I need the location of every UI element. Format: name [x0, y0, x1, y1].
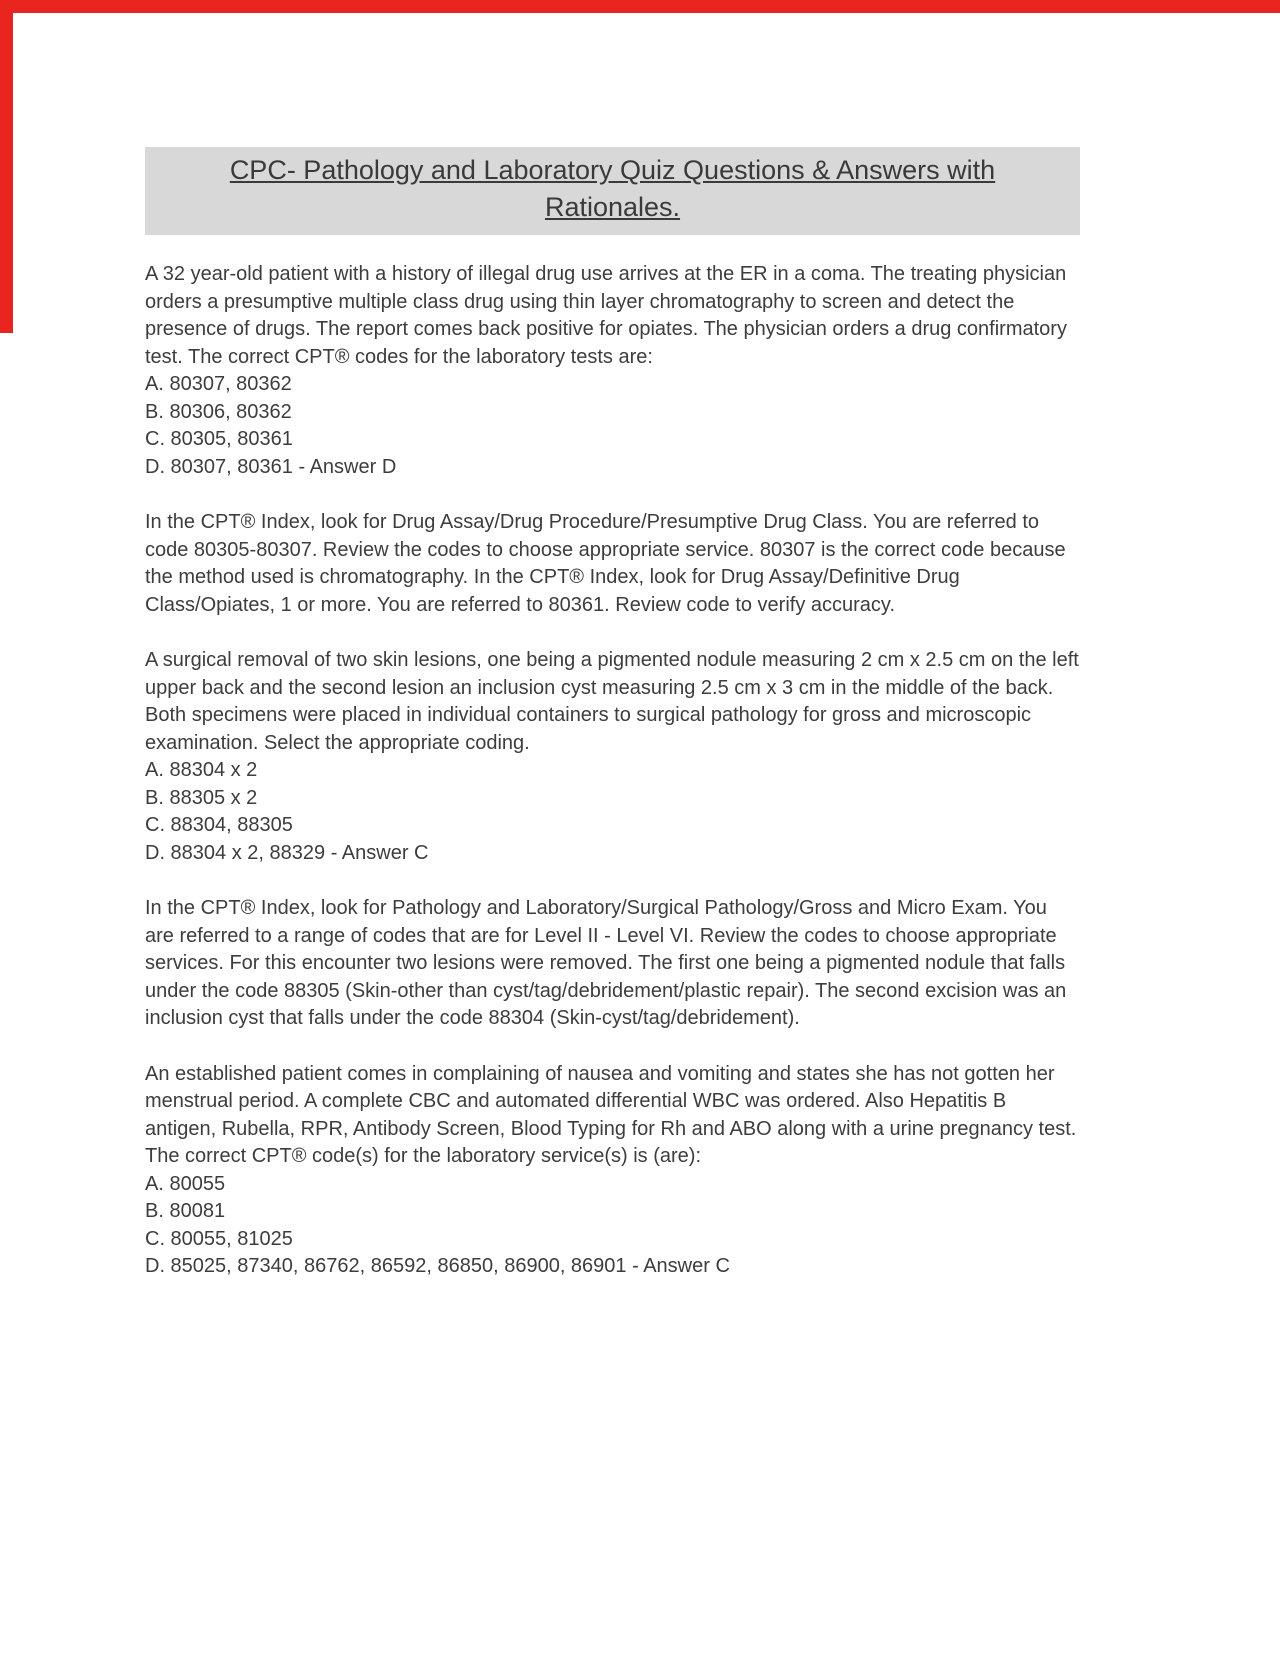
answer-option-b: B. 80081	[145, 1200, 226, 1222]
page-edge-left-bar	[0, 0, 13, 333]
document-content	[145, 147, 1080, 1309]
answer-option-d: D. 88304 x 2, 88329 - Answer C	[145, 841, 429, 864]
answer-option-a: A. 80055	[145, 1172, 226, 1195]
rationale-text: In the CPT® Index, look for Pathology and Laboratory/Surgical Pathology/Gross and Micro Exam. You are referred to a range of codes that are for Level II - Level VI. Review the codes to choose appropriate services. For this encounter two lesions were removed. The first one being a pigmented nodule that falls under the code 88305 (Skin-other than cyst/tag/debridement/plastic repair). The second excision was an inclusion cyst that falls under the code 88304 (Skin-cyst/tag/debridement).	[145, 897, 1067, 1029]
answer-option-c: C. 80305, 80361	[145, 428, 293, 450]
answer-option-d: D. 85025, 87340, 86762, 86592, 86850, 86900, 86901 - Answer C	[145, 1255, 730, 1277]
question-block-2	[145, 647, 1080, 867]
title-line-1: CPC- Pathology and Laboratory Quiz Questions & Answers with	[229, 155, 996, 185]
question-text: An established patient comes in complaining of nausea and vomiting and states she has not gotten her menstrual period. A complete CBC and automated differential WBC was ordered. Also Hepatitis B antigen, Rubella, RPR, Antibody Screen, Blood Typing for Rh and ABO along with a urine pregnancy test. The correct CPT® code(s) for the laboratory service(s) is (are):	[145, 1062, 1077, 1167]
answer-option-b: B. 88305 x 2	[145, 786, 258, 809]
answer-option-a: A. 88304 x 2	[145, 759, 258, 781]
rationale-block-1	[145, 509, 1080, 619]
title-line-2: Rationales.	[544, 192, 681, 222]
answer-option-a: A. 80307, 80362	[145, 373, 292, 395]
page-edge-top-bar	[0, 0, 1280, 13]
answer-option-c: C. 80055, 81025	[145, 1227, 293, 1250]
question-text: A surgical removal of two skin lesions, one being a pigmented nodule measuring 2 cm x 2.5 cm on the left upper back and the second lesion an inclusion cyst measuring 2.5 cm x 3 cm in the middle of the back. Both specimens were placed in individual containers to surgical pathology for gross and microscopic examination. Select the appropriate coding.	[145, 649, 1079, 754]
answer-option-d: D. 80307, 80361 - Answer D	[145, 455, 397, 478]
answer-option-c: C. 88304, 88305	[145, 814, 293, 836]
document-title	[145, 147, 1080, 235]
question-block-3	[145, 1061, 1080, 1281]
question-text: A 32 year-old patient with a history of illegal drug use arrives at the ER in a coma. The treating physician orders a presumptive multiple class drug using thin layer chromatography to screen and detect the presence of drugs. The report comes back positive for opiates. The physician orders a drug confirmatory test. The correct CPT® codes for the laboratory tests are:	[145, 263, 1067, 368]
answer-option-b: B. 80306, 80362	[145, 400, 292, 423]
rationale-text: In the CPT® Index, look for Drug Assay/Drug Procedure/Presumptive Drug Class. You are referred to code 80305-80307. Review the codes to choose appropriate service. 80307 is the correct code because the method used is chromatography. In the CPT® Index, look for Drug Assay/Definitive Drug Class/Opiates, 1 or more. You are referred to 80361. Review code to verify accuracy.	[145, 511, 1066, 616]
question-block-1	[145, 261, 1080, 481]
rationale-block-2	[145, 895, 1080, 1033]
